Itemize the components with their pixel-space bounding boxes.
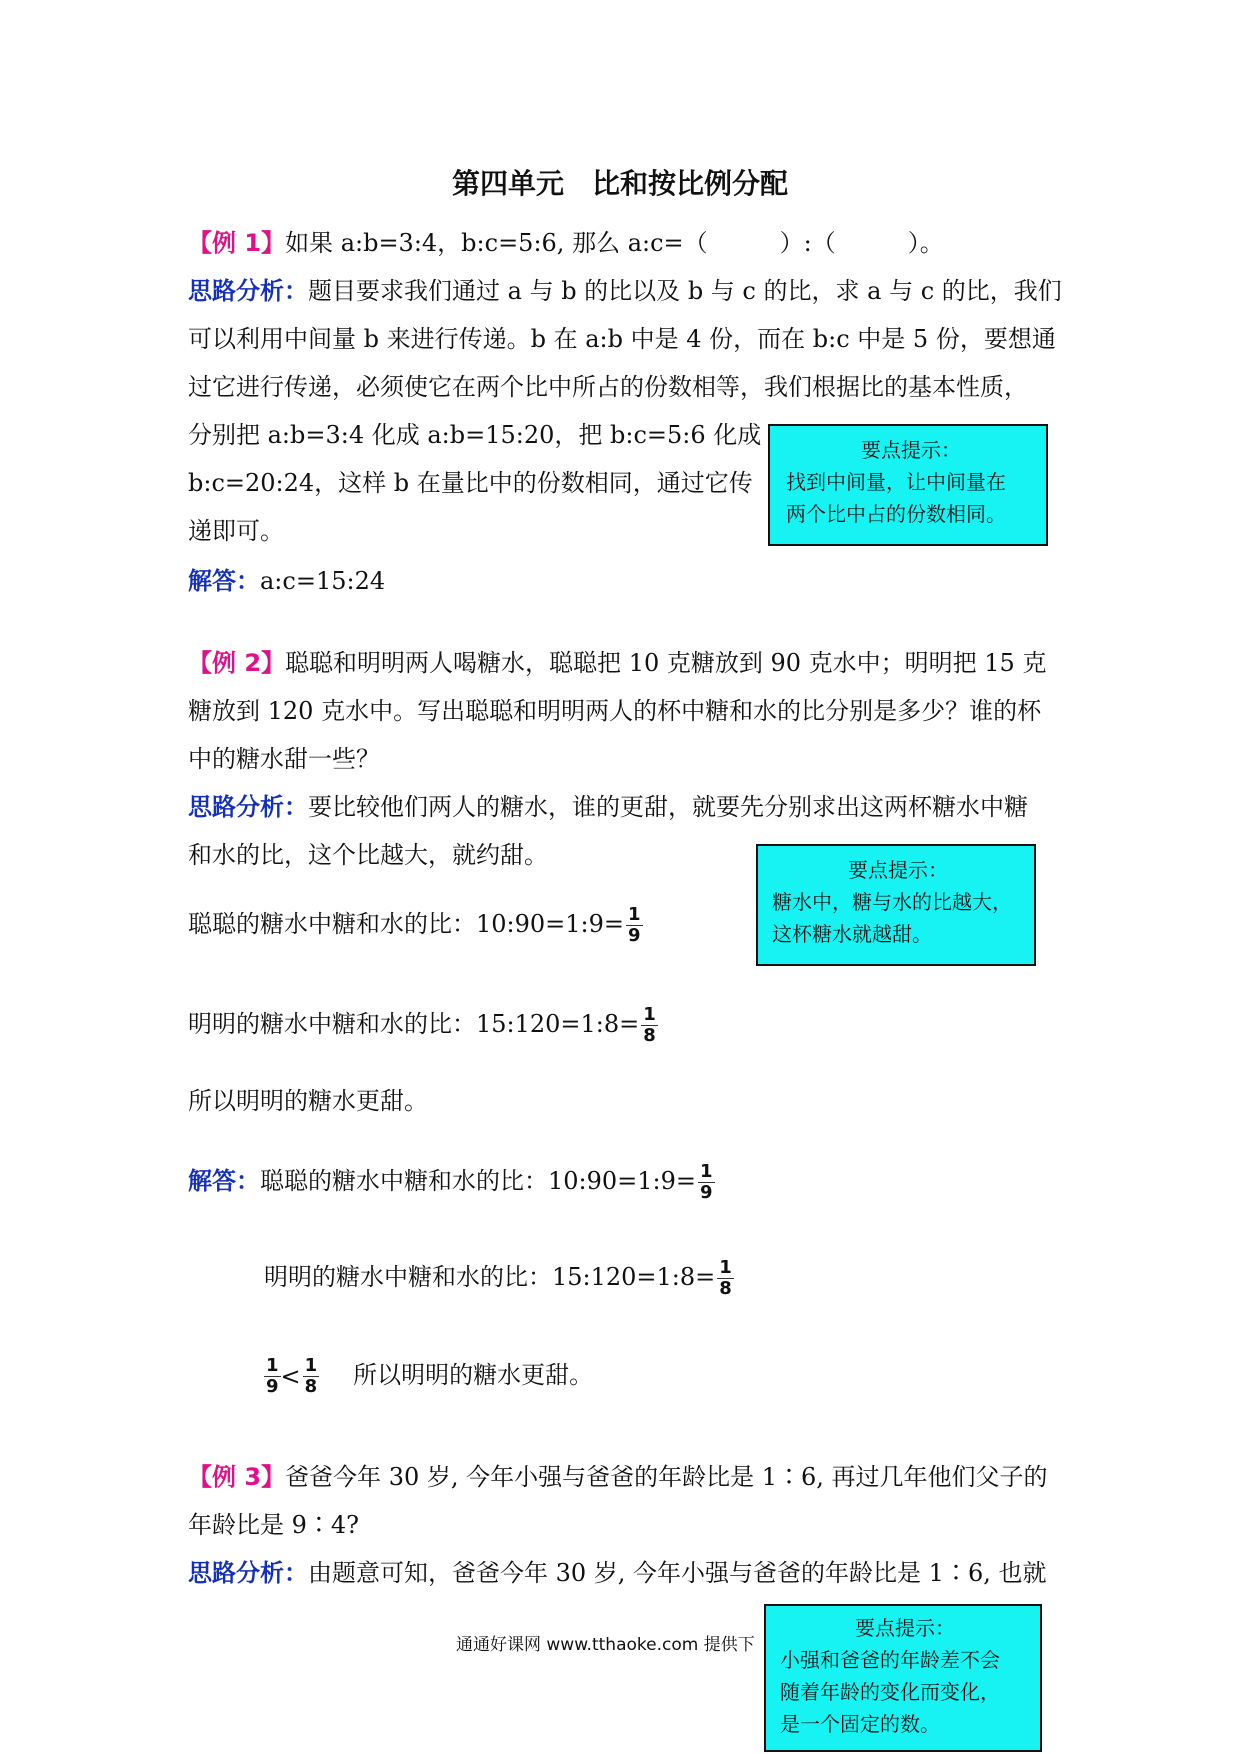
ex2-cong-text: 聪聪的糖水中糖和水的比：10:90=1:9= [188,910,625,938]
ex2-answer-conclusion: 所以明明的糖水更甜。 [353,1361,594,1389]
fraction-1-8: $\frac{1}{8}$ [643,1004,656,1046]
ex2-answer-label: 解答： [188,1167,260,1195]
ex1-analysis-line3: 过它进行传递，必须使它在两个比中所占的份数相等，我们根据比的基本性质， [188,373,1028,401]
ex1-analysis-line1 [188,276,1062,306]
ex3-analysis-label: 思路分析： [188,1559,308,1587]
ex3-question-text1: 爸爸今年 30 岁, 今年小强与爸爸的年龄比是 1∶6, 再过几年他们父子的 [285,1463,1048,1491]
ex3-tip-heading: 要点提示： [855,1616,955,1640]
fraction-1-8: $\frac{1}{8}$ [304,1355,318,1397]
ex1-tag: 【例 1】 [188,229,286,257]
ex3-analysis-text1: 由题意可知，爸爸今年 30 岁, 今年小强与爸爸的年龄比是 1∶6, 也就 [308,1559,1047,1587]
ex2-tag: 【例 2】 [188,649,286,677]
ex2-answer-cong-text: 聪聪的糖水中糖和水的比：10:90=1:9= [260,1167,697,1195]
ex2-conclusion: 所以明明的糖水更甜。 [188,1087,428,1115]
ex2-analysis-text1: 要比较他们两人的糖水，谁的更甜，就要先分别求出这两杯糖水中糖 [308,793,1028,821]
ex1-tip-line2: 两个比中占的份数相同。 [786,502,1006,526]
ex1-analysis-label: 思路分析： [188,277,308,305]
ex1-question [188,228,944,258]
ex2-question-line1 [188,648,1046,678]
ex2-tip-line1: 糖水中，糖与水的比越大， [772,890,1012,914]
ex3-tip-line2: 随着年龄的变化而变化， [780,1680,1000,1704]
ex1-tip-heading: 要点提示： [861,438,961,462]
ex3-tag: 【例 3】 [188,1463,286,1491]
ex2-analysis-label: 思路分析： [188,793,308,821]
ex1-tip-line1: 找到中间量，让中间量在 [786,470,1006,494]
ex1-analysis-line6: 递即可。 [188,517,284,545]
ex3-question-line1 [188,1462,1048,1492]
ex2-question-line3: 中的糖水甜一些？ [188,745,380,773]
footer-text: 通通好课网 www.tthaoke.com 提供下 [456,1635,755,1655]
ex2-answer-compare [262,1356,593,1397]
page-title: 第四单元 比和按比例分配 [451,167,788,200]
ex1-analysis-line2: 可以利用中间量 b 来进行传递。b 在 a:b 中是 4 份，而在 b:c 中是 5 份，要想通 [188,325,1056,353]
ex2-tip-box [756,844,1036,966]
fraction-1-9: $\frac{1}{9}$ [266,1355,279,1397]
ex1-analysis-line5: b:c=20:24，这样 b 在量比中的份数相同，通过它传 [188,469,753,497]
ex1-answer-text: a:c=15:24 [260,567,386,595]
ex2-ming-ratio [188,1005,658,1046]
ex1-tip-box [768,424,1048,546]
ex2-question-line2: 糖放到 120 克水中。写出聪聪和明明两人的杯中糖和水的比分别是多少？谁的杯 [188,697,1042,725]
ex2-tip-line2: 这杯糖水就越甜。 [772,922,932,946]
ex3-analysis-line1 [188,1558,1046,1588]
ex3-question-line2: 年龄比是 9∶4? [188,1511,360,1539]
fraction-1-9: $\frac{1}{9}$ [628,904,641,946]
ex2-answer-cong [188,1162,715,1203]
ex2-ming-text: 明明的糖水中糖和水的比：15:120=1:8= [188,1010,640,1038]
ex2-analysis-line2: 和水的比，这个比越大，就约甜。 [188,841,548,869]
ex2-answer-ming-text: 明明的糖水中糖和水的比：15:120=1:8= [264,1263,716,1291]
ex1-answer-label: 解答： [188,567,260,595]
less-than-sign: < [280,1362,301,1391]
ex2-answer-ming [264,1258,734,1299]
ex2-tip-heading: 要点提示： [848,858,948,882]
ex1-analysis-line4: 分别把 a:b=3:4 化成 a:b=15:20，把 b:c=5:6 化成 [188,421,762,449]
ex1-analysis-text1: 题目要求我们通过 a 与 b 的比以及 b 与 c 的比，求 a 与 c 的比，我们 [308,277,1062,305]
ex2-cong-ratio [188,905,643,946]
fraction-1-8: $\frac{1}{8}$ [719,1257,732,1299]
ex2-question-text1: 聪聪和明明两人喝糖水，聪聪把 10 克糖放到 90 克水中；明明把 15 克 [285,649,1047,677]
ex2-analysis-line1 [188,792,1028,822]
ex1-answer [188,566,385,596]
ex3-tip-line3: 是一个固定的数。 [780,1712,940,1736]
fraction-1-9: $\frac{1}{9}$ [700,1161,713,1203]
ex3-tip-line1: 小强和爸爸的年龄差不会 [780,1648,1000,1672]
ex3-tip-box [764,1604,1042,1752]
ex1-question-text: 如果 a:b=3:4，b:c=5:6, 那么 a:c=（ ）:（ ）。 [285,229,944,257]
